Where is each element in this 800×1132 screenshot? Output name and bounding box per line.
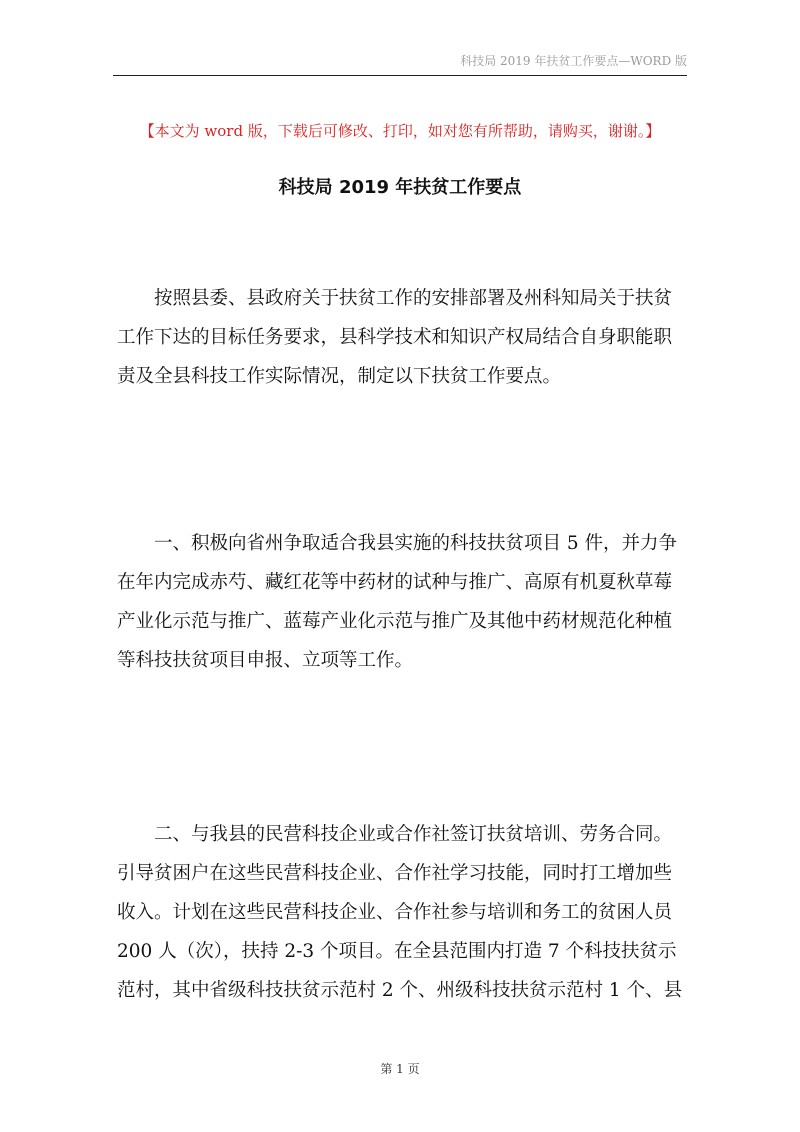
paragraph-line: 责及全县科技工作实际情况，制定以下扶贫工作要点。 bbox=[117, 366, 562, 387]
paragraph-line: 范村，其中省级科技扶贫示范村 2 个、州级科技扶贫示范村 1 个、县 bbox=[117, 980, 683, 1001]
paragraph-line: 等科技扶贫项目申报、立项等工作。 bbox=[117, 650, 414, 671]
paragraph-line: 引导贫困户在这些民营科技企业、合作社学习技能，同时打工增加些 bbox=[117, 863, 673, 884]
paragraph-line: 按照县委、县政府关于扶贫工作的安排部署及州科知局关于扶贫 bbox=[154, 288, 673, 309]
intro-paragraph bbox=[117, 279, 687, 396]
paragraph-line: 二、与我县的民营科技企业或合作社签订扶贫培训、劳务合同。 bbox=[154, 824, 673, 845]
header-divider bbox=[113, 75, 687, 76]
paragraph-line: 200 人（次），扶持 2-3 个项目。在全县范围内打造 7 个科技扶贫示 bbox=[117, 941, 677, 962]
paragraph-line: 收入。计划在这些民营科技企业、合作社参与培训和务工的贫困人员 bbox=[117, 902, 673, 923]
document-title: 科技局 2019 年扶贫工作要点 bbox=[278, 177, 522, 198]
paragraph-line: 工作下达的目标任务要求，县科学技术和知识产权局结合自身职能职 bbox=[117, 327, 673, 348]
page-number: 第 1 页 bbox=[380, 1062, 420, 1076]
section-two-paragraph bbox=[117, 815, 687, 1010]
purchase-notice: 【本文为 word 版，下载后可修改、打印，如对您有所帮助，请购买，谢谢。】 bbox=[139, 122, 661, 140]
paragraph-line: 产业化示范与推广、蓝莓产业化示范与推广及其他中药材规范化种植 bbox=[117, 611, 673, 632]
section-one-paragraph bbox=[117, 524, 687, 680]
paragraph-line: 在年内完成赤芍、藏红花等中药材的试种与推广、高原有机夏秋草莓 bbox=[117, 572, 673, 593]
paragraph-line: 一、积极向省州争取适合我县实施的科技扶贫项目 5 件，并力争 bbox=[154, 533, 678, 554]
running-header: 科技局 2019 年扶贫工作要点—WORD 版 bbox=[460, 54, 687, 68]
